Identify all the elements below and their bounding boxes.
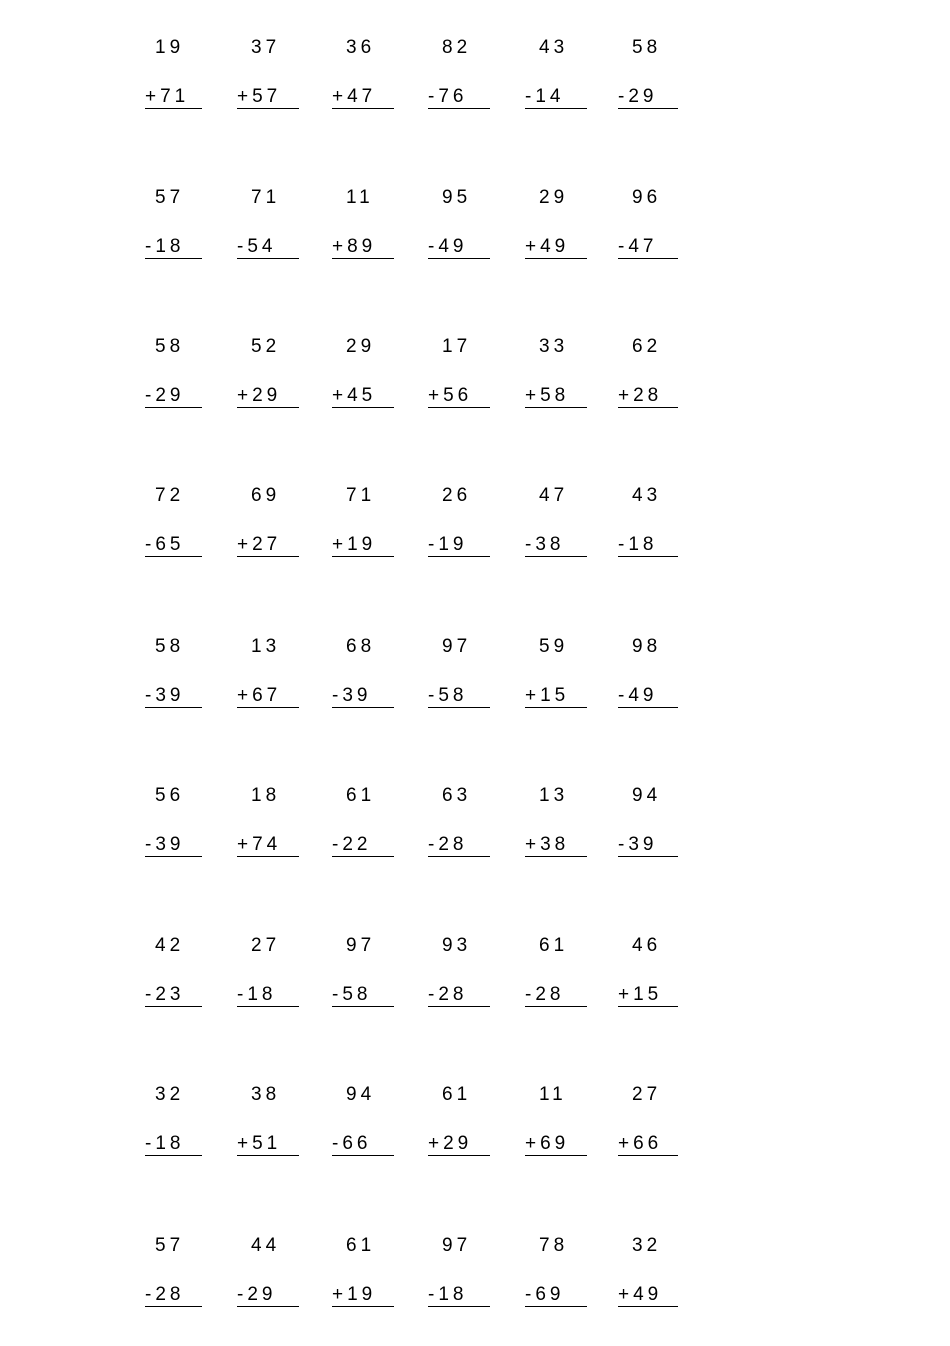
answer-line (145, 1306, 202, 1307)
bottom-operand: -54 (237, 236, 277, 257)
problem (618, 636, 698, 716)
top-number: 29 (346, 336, 376, 357)
top-number: 94 (632, 785, 662, 806)
top-number: 82 (442, 37, 472, 58)
problem (525, 785, 605, 865)
bottom-operand: +66 (618, 1133, 663, 1154)
bottom-operand: +19 (332, 534, 377, 555)
answer-line (237, 856, 299, 857)
top-number: 93 (442, 935, 472, 956)
top-number: 71 (346, 485, 376, 506)
problem (145, 37, 225, 117)
bottom-operand: +57 (237, 86, 282, 107)
top-number: 56 (155, 785, 185, 806)
top-number: 69 (251, 485, 281, 506)
answer-line (618, 407, 678, 408)
top-number: 42 (155, 935, 185, 956)
answer-line (237, 108, 299, 109)
top-number: 63 (442, 785, 472, 806)
problem (332, 37, 412, 117)
answer-line (237, 1306, 299, 1307)
problem (332, 187, 412, 267)
answer-line (525, 556, 587, 557)
problem (428, 336, 508, 416)
problem (428, 785, 508, 865)
answer-line (525, 108, 587, 109)
bottom-operand: -28 (145, 1284, 185, 1305)
problem (237, 636, 317, 716)
top-number: 61 (346, 785, 376, 806)
bottom-operand: -18 (428, 1284, 468, 1305)
answer-line (332, 556, 394, 557)
bottom-operand: +29 (428, 1133, 473, 1154)
top-number: 11 (346, 187, 374, 208)
problem (618, 1084, 698, 1164)
problem (428, 1084, 508, 1164)
top-number: 46 (632, 935, 662, 956)
top-number: 36 (346, 37, 376, 58)
bottom-operand: +56 (428, 385, 473, 406)
problem (145, 636, 225, 716)
answer-line (428, 556, 490, 557)
answer-line (237, 707, 299, 708)
bottom-operand: +45 (332, 385, 377, 406)
answer-line (332, 258, 394, 259)
bottom-operand: -58 (428, 685, 468, 706)
bottom-operand: +38 (525, 834, 570, 855)
top-number: 61 (442, 1084, 472, 1105)
bottom-operand: -18 (145, 236, 185, 257)
top-number: 59 (539, 636, 569, 657)
problem (525, 336, 605, 416)
problem (145, 1084, 225, 1164)
answer-line (145, 856, 202, 857)
problem (237, 785, 317, 865)
bottom-operand: +47 (332, 86, 377, 107)
problem (618, 785, 698, 865)
top-number: 29 (539, 187, 569, 208)
bottom-operand: -65 (145, 534, 185, 555)
top-number: 98 (632, 636, 662, 657)
problem (525, 485, 605, 565)
problem (145, 485, 225, 565)
bottom-operand: +28 (618, 385, 663, 406)
top-number: 17 (442, 336, 472, 357)
top-number: 27 (251, 935, 281, 956)
problem (145, 785, 225, 865)
bottom-operand: -58 (332, 984, 372, 1005)
problem (332, 636, 412, 716)
answer-line (237, 258, 299, 259)
answer-line (145, 407, 202, 408)
answer-line (618, 707, 678, 708)
bottom-operand: -28 (428, 984, 468, 1005)
answer-line (525, 1306, 587, 1307)
problem (428, 935, 508, 1015)
problem (525, 187, 605, 267)
top-number: 11 (539, 1084, 567, 1105)
answer-line (428, 407, 490, 408)
answer-line (618, 258, 678, 259)
top-number: 47 (539, 485, 569, 506)
top-number: 33 (539, 336, 569, 357)
answer-line (428, 108, 490, 109)
answer-line (618, 1306, 678, 1307)
top-number: 68 (346, 636, 376, 657)
bottom-operand: -29 (145, 385, 185, 406)
top-number: 57 (155, 1235, 185, 1256)
top-number: 32 (155, 1084, 185, 1105)
bottom-operand: +58 (525, 385, 570, 406)
top-number: 32 (632, 1235, 662, 1256)
bottom-operand: -29 (237, 1284, 277, 1305)
problem (525, 1084, 605, 1164)
problem (428, 37, 508, 117)
top-number: 58 (155, 636, 185, 657)
bottom-operand: -66 (332, 1133, 372, 1154)
answer-line (525, 407, 587, 408)
bottom-operand: +51 (237, 1133, 282, 1154)
top-number: 13 (539, 785, 569, 806)
problem (332, 485, 412, 565)
bottom-operand: +49 (618, 1284, 663, 1305)
bottom-operand: +74 (237, 834, 282, 855)
top-number: 43 (539, 37, 569, 58)
problem (428, 1235, 508, 1315)
answer-line (237, 1155, 299, 1156)
answer-line (428, 1155, 490, 1156)
answer-line (145, 1006, 202, 1007)
problem (428, 636, 508, 716)
answer-line (618, 1155, 678, 1156)
answer-line (428, 1006, 490, 1007)
answer-line (618, 856, 678, 857)
bottom-operand: -39 (145, 685, 185, 706)
bottom-operand: -14 (525, 86, 565, 107)
bottom-operand: -18 (237, 984, 277, 1005)
top-number: 97 (346, 935, 376, 956)
answer-line (237, 407, 299, 408)
problem (618, 485, 698, 565)
bottom-operand: +67 (237, 685, 282, 706)
top-number: 97 (442, 1235, 472, 1256)
top-number: 44 (251, 1235, 281, 1256)
top-number: 61 (539, 935, 569, 956)
answer-line (525, 1006, 587, 1007)
answer-line (525, 1155, 587, 1156)
problem (332, 1235, 412, 1315)
bottom-operand: +89 (332, 236, 377, 257)
problem (237, 336, 317, 416)
answer-line (145, 707, 202, 708)
bottom-operand: -49 (428, 236, 468, 257)
bottom-operand: -29 (618, 86, 658, 107)
top-number: 52 (251, 336, 281, 357)
answer-line (145, 258, 202, 259)
answer-line (618, 108, 678, 109)
problem (428, 187, 508, 267)
top-number: 62 (632, 336, 662, 357)
top-number: 95 (442, 187, 472, 208)
answer-line (332, 407, 394, 408)
problem (618, 187, 698, 267)
bottom-operand: +29 (237, 385, 282, 406)
bottom-operand: -69 (525, 1284, 565, 1305)
bottom-operand: -18 (618, 534, 658, 555)
problem (237, 935, 317, 1015)
answer-line (428, 1306, 490, 1307)
bottom-operand: +69 (525, 1133, 570, 1154)
answer-line (618, 1006, 678, 1007)
bottom-operand: -39 (145, 834, 185, 855)
bottom-operand: -49 (618, 685, 658, 706)
top-number: 61 (346, 1235, 376, 1256)
top-number: 96 (632, 187, 662, 208)
problem (618, 37, 698, 117)
problem (332, 1084, 412, 1164)
problem (237, 187, 317, 267)
problem (618, 1235, 698, 1315)
answer-line (525, 856, 587, 857)
bottom-operand: -38 (525, 534, 565, 555)
bottom-operand: -28 (428, 834, 468, 855)
bottom-operand: -18 (145, 1133, 185, 1154)
top-number: 13 (251, 636, 281, 657)
problem (237, 1084, 317, 1164)
top-number: 43 (632, 485, 662, 506)
answer-line (332, 1155, 394, 1156)
problem (525, 1235, 605, 1315)
bottom-operand: -39 (618, 834, 658, 855)
answer-line (332, 1006, 394, 1007)
problem (237, 485, 317, 565)
answer-line (145, 108, 202, 109)
problem (525, 37, 605, 117)
answer-line (525, 707, 587, 708)
bottom-operand: -76 (428, 86, 468, 107)
answer-line (332, 707, 394, 708)
problem (237, 37, 317, 117)
problem (332, 336, 412, 416)
bottom-operand: -23 (145, 984, 185, 1005)
problem (525, 636, 605, 716)
problem (525, 935, 605, 1015)
top-number: 38 (251, 1084, 281, 1105)
top-number: 94 (346, 1084, 376, 1105)
bottom-operand: +27 (237, 534, 282, 555)
problem (428, 485, 508, 565)
answer-line (428, 707, 490, 708)
top-number: 72 (155, 485, 185, 506)
problem (618, 935, 698, 1015)
top-number: 57 (155, 187, 185, 208)
answer-line (332, 108, 394, 109)
bottom-operand: -39 (332, 685, 372, 706)
answer-line (618, 556, 678, 557)
answer-line (145, 1155, 202, 1156)
problem (618, 336, 698, 416)
problem (145, 935, 225, 1015)
problem (145, 187, 225, 267)
top-number: 58 (632, 37, 662, 58)
bottom-operand: +19 (332, 1284, 377, 1305)
answer-line (332, 856, 394, 857)
top-number: 58 (155, 336, 185, 357)
bottom-operand: -22 (332, 834, 372, 855)
bottom-operand: +49 (525, 236, 570, 257)
problem (332, 785, 412, 865)
top-number: 37 (251, 37, 281, 58)
answer-line (237, 556, 299, 557)
top-number: 78 (539, 1235, 569, 1256)
answer-line (237, 1006, 299, 1007)
answer-line (525, 258, 587, 259)
top-number: 26 (442, 485, 472, 506)
top-number: 71 (251, 187, 281, 208)
problem (237, 1235, 317, 1315)
problem (332, 935, 412, 1015)
top-number: 18 (251, 785, 281, 806)
bottom-operand: -19 (428, 534, 468, 555)
top-number: 27 (632, 1084, 662, 1105)
bottom-operand: +15 (525, 685, 570, 706)
answer-line (428, 258, 490, 259)
top-number: 97 (442, 636, 472, 657)
top-number: 19 (155, 37, 185, 58)
answer-line (145, 556, 202, 557)
bottom-operand: +15 (618, 984, 663, 1005)
bottom-operand: -28 (525, 984, 565, 1005)
problem (145, 1235, 225, 1315)
answer-line (428, 856, 490, 857)
problem (145, 336, 225, 416)
bottom-operand: +71 (145, 86, 190, 107)
bottom-operand: -47 (618, 236, 658, 257)
answer-line (332, 1306, 394, 1307)
